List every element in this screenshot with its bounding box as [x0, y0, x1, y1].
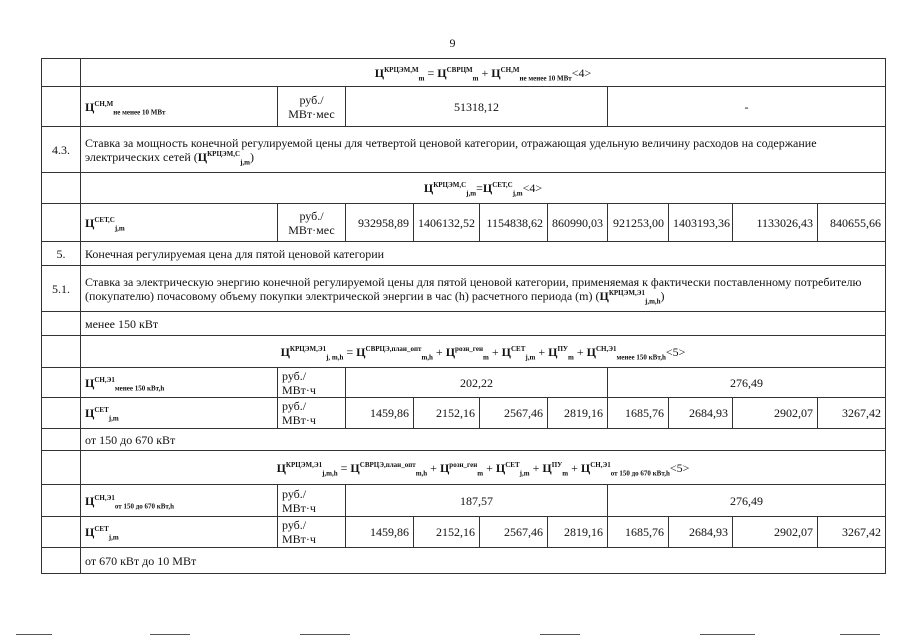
value-cell: 2902,07 — [733, 398, 818, 429]
value-cell: 860990,03 — [548, 204, 608, 242]
value-cell: 2684,93 — [669, 398, 733, 429]
group1-sn-row — [42, 368, 886, 398]
group1-formula-row — [42, 336, 886, 368]
value-cell: 51318,12 — [346, 87, 608, 127]
empty-number-cell — [42, 548, 81, 574]
section-text: Конечная регулируемая цена для пятой ценовой категории — [81, 242, 886, 266]
value-cell: 276,49 — [608, 485, 886, 517]
empty-number-cell — [42, 398, 81, 429]
group1-set-row — [42, 398, 886, 429]
header-formula-row — [42, 59, 886, 87]
value-cell: 2819,16 — [548, 517, 608, 548]
value-cell: 3267,42 — [818, 398, 886, 429]
group-label: менее 150 кВт — [81, 312, 886, 336]
section-4-3 — [42, 127, 886, 173]
empty-number-cell — [42, 368, 81, 398]
empty-number-cell — [42, 87, 81, 127]
section-text: Ставка за мощность конечной регулируемой цены для четвертой ценовой категории, отражающая удельную величину расходов на содержание электрических сетей $(Ц^{КРЦЭМ,С}_{j,m})$ — [81, 127, 886, 173]
value-cell: 1459,86 — [346, 398, 414, 429]
value-cell: 2819,16 — [548, 398, 608, 429]
symbol-cell: $Ц^{СН,М}_{не менее 10 МВт}$ — [81, 87, 278, 127]
value-cell: 1685,76 — [608, 517, 669, 548]
divider — [700, 634, 755, 635]
value-cell: 1685,76 — [608, 398, 669, 429]
section-number: 5.1. — [42, 266, 81, 312]
empty-number-cell — [42, 451, 81, 485]
page-number: 9 — [449, 36, 456, 50]
symbol-cell: $Ц^{СН,Э1}_{от 150 до 670 кВт,h}$ — [81, 485, 278, 517]
value-cell: - — [608, 87, 886, 127]
value-cell: 202,22 — [346, 368, 608, 398]
value-cell: 2152,16 — [414, 517, 480, 548]
value-cell: 1459,86 — [346, 517, 414, 548]
unit-cell: руб./ МВт·мес — [278, 87, 346, 127]
group-label: от 150 до 670 кВт — [81, 429, 886, 451]
value-cell: 1154838,62 — [480, 204, 548, 242]
empty-number-cell — [42, 312, 81, 336]
section-5 — [42, 242, 886, 266]
section-5-1 — [42, 266, 886, 312]
value-cell: 1403193,36 — [669, 204, 733, 242]
tariff-table — [41, 58, 886, 574]
value-cell: 1133026,43 — [733, 204, 818, 242]
group2-label-row — [42, 429, 886, 451]
empty-number-cell — [42, 517, 81, 548]
group2-formula: $Ц^{КРЦЭМ,Э1}_{j,m,h} = Ц^{СВРЦЭ,план\_опт}_{m,h} + Ц^{розн\_ген}_m + Ц^{СЕТ}_{j,m} + Ц^{ПУ}_m + Ц^{СН,Э1}_{от 150 до 670 кВт,h}<5>$ — [81, 451, 886, 485]
section-number: 5. — [42, 242, 81, 266]
symbol-cell: $Ц^{СЕТ}_{j,m}$ — [81, 517, 278, 548]
value-cell: 2152,16 — [414, 398, 480, 429]
value-cell: 921253,00 — [608, 204, 669, 242]
value-cell: 187,57 — [346, 485, 608, 517]
header-formula: $Ц^{КРЦЭМ,М}_m = Ц^{СВРЦМ}_m + Ц^{СН,М}_{не менее 10 МВт}<4>$ — [81, 59, 886, 87]
value-cell: 276,49 — [608, 368, 886, 398]
divider — [840, 634, 880, 635]
value-cell: 2567,46 — [480, 517, 548, 548]
unit-cell: руб./ МВт·ч — [278, 485, 346, 517]
unit-cell: руб./ МВт·ч — [278, 398, 346, 429]
empty-number-cell — [42, 173, 81, 204]
value-cell: 3267,42 — [818, 517, 886, 548]
divider — [16, 634, 52, 635]
formula-4-3: $Ц^{КРЦЭМ,С}_{j,m}=Ц^{СЕТ,С}_{j,m}<4>$ — [81, 173, 886, 204]
unit-cell: руб./ МВт·ч — [278, 517, 346, 548]
group2-formula-row — [42, 451, 886, 485]
value-cell: 2684,93 — [669, 517, 733, 548]
empty-number-cell — [42, 429, 81, 451]
divider — [300, 634, 350, 635]
unit-cell: руб./ МВт·ч — [278, 368, 346, 398]
group3-label-row — [42, 548, 886, 574]
divider — [540, 634, 580, 635]
formula-4-3-row — [42, 173, 886, 204]
value-cell: 2902,07 — [733, 517, 818, 548]
value-cell: 2567,46 — [480, 398, 548, 429]
group1-formula: $Ц^{КРЦЭМ,Э1}_{j, m,h} = Ц^{СВРЦЭ,план\_опт}_{m,h} + Ц^{розн\_ген}_m + Ц^{СЕТ}_{j,m} + Ц^{ПУ}_m + Ц^{СН,Э1}_{менее 150 кВт,h}<5>$ — [81, 336, 886, 368]
symbol-cell: $Ц^{СЕТ}_{j,m}$ — [81, 398, 278, 429]
symbol-cell: $Ц^{СЕТ,С}_{j,m}$ — [81, 204, 278, 242]
group2-set-row — [42, 517, 886, 548]
unit-cell: руб./ МВт·мес — [278, 204, 346, 242]
row-sn-m — [42, 87, 886, 127]
symbol-cell: $Ц^{СН,Э1}_{менее 150 кВт,h}$ — [81, 368, 278, 398]
section-number: 4.3. — [42, 127, 81, 173]
divider — [150, 634, 190, 635]
section-text: Ставка за электрическую энергию конечной регулируемой цены для пятой ценовой категории, применяемая к фактически поставленному потребителю (покупателю) почасовому объему покупки электрической энергии в час (h) расчетного периода (m) $(Ц^{КРЦЭМ,Э1}_{j,m,h})$ — [81, 266, 886, 312]
empty-number-cell — [42, 59, 81, 87]
row-set-c — [42, 204, 886, 242]
page-bottom-edge — [0, 634, 905, 640]
value-cell: 840655,66 — [818, 204, 886, 242]
group-label: от 670 кВт до 10 МВт — [81, 548, 886, 574]
value-cell: 1406132,52 — [414, 204, 480, 242]
group2-sn-row — [42, 485, 886, 517]
value-cell: 932958,89 — [346, 204, 414, 242]
empty-number-cell — [42, 485, 81, 517]
empty-number-cell — [42, 204, 81, 242]
empty-number-cell — [42, 336, 81, 368]
group1-label-row — [42, 312, 886, 336]
